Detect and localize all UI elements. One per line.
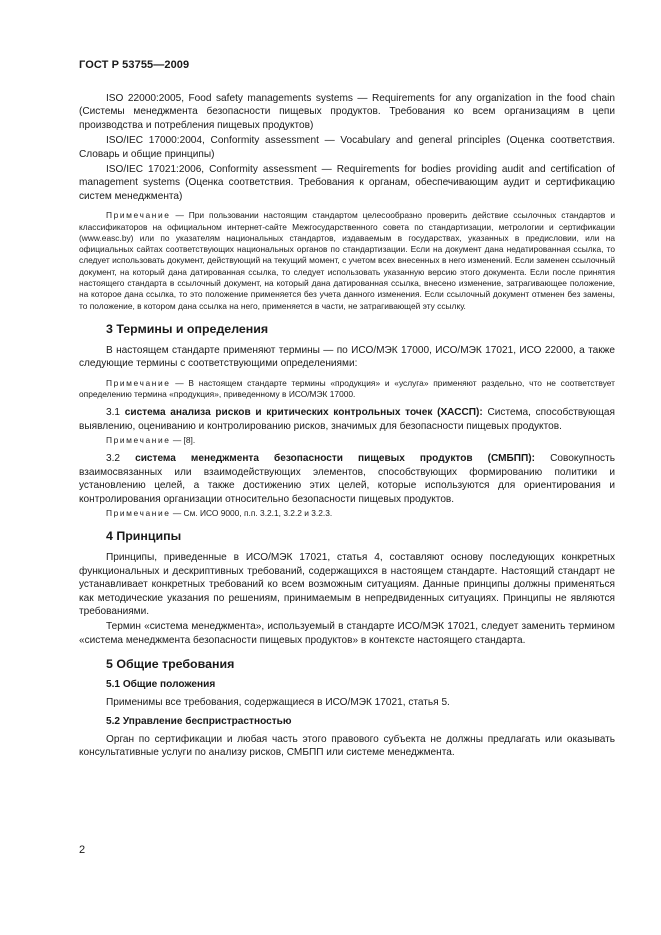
term-title: система анализа рисков и критических контрольных точек (ХАССП): xyxy=(124,407,483,419)
section-3-heading: 3 Термины и определения xyxy=(106,321,269,336)
term-3-2-note xyxy=(79,508,615,519)
section-5-heading: 5 Общие требования xyxy=(106,657,235,672)
reference-iso-iec-17000: ISO/IEC 17000:2004, Conformity assessment — Vocabulary and general principles (Оценка соответствия. Словарь и общие принципы) xyxy=(79,135,615,160)
subsection-5-2-heading: 5.2 Управление беспристрастностью xyxy=(106,715,292,727)
page-content xyxy=(79,92,615,761)
term-3-2 xyxy=(79,452,615,506)
reference-iso-iec-17021: ISO/IEC 17021:2006, Conformity assessment — Requirements for bodies providing audit and certification of management systems (Оценка соответствия. Требования к органам, обеспечивающим аудит и сертификацию систем менеджмента) xyxy=(79,164,615,202)
section-4-paragraph-2: Термин «система менеджмента», используемый в стандарте ИСО/МЭК 17021, следует заменить термином «система менеджмента безопасности пищевых продуктов» в контексте настоящего стандарта. xyxy=(79,621,615,646)
note-label: Примечание xyxy=(106,210,171,221)
page-number: 2 xyxy=(79,844,86,856)
subsection-5-1-heading: 5.1 Общие положения xyxy=(106,679,216,691)
term-3-1 xyxy=(79,406,615,433)
section-4-heading: 4 Принципы xyxy=(106,529,182,544)
reference-iso-22000: ISO 22000:2005, Food safety managements systems — Requirements for any organization in the food chain (Системы менеджмента безопасности пищевых продуктов. Требования ко всем организациям в цепи производства и потребления пищевых продуктов) xyxy=(79,93,615,131)
note-label: Примечание xyxy=(106,377,171,388)
section-3-note xyxy=(79,378,615,401)
note-label: Примечание xyxy=(106,508,171,519)
term-3-1-note xyxy=(79,435,615,446)
note-text: — См. ИСО 9000, п.п. 3.2.1, 3.2.2 и 3.2.3. xyxy=(172,508,333,519)
term-title: система менеджмента безопасности пищевых продуктов (СМБПП): xyxy=(135,453,536,465)
note-text: — При пользовании настоящим стандартом целесообразно проверить действие ссылочных стандартов и классификаторов на официальном интернет-сайте Межгосударственного совета по стандартизации, метрологии и сертификации (www.easc.by) или по указателям национальных стандартов, издаваемым в государствах, указанных в предисловии, или на официальных сайтах соответствующих национальных органов по стандартизации. Если на документ дана недатированная ссылка, то следует использовать документ, действующий на текущий момент, с учетом всех внесенных в него изменений. Если заменен ссылочный документ, на который дана датированная ссылка, то следует использовать указанную версию этого документа. Если после принятия настоящего стандарта в ссылочный документ, на который дана датированная ссылка, внесено изменение, затрагивающее положение, на которое дана ссылка, то это положение применяется без учета данного изменения. Если ссылочный документ отменен без замены, то положение, в котором дана ссылка на него, применяется в части, не затрагивающей эту ссылку. xyxy=(79,210,615,311)
subsection-5-1-text: Применимы все требования, содержащиеся в ИСО/МЭК 17021, статья 5. xyxy=(106,697,450,709)
section-3-intro: В настоящем стандарте применяют термины — по ИСО/МЭК 17000, ИСО/МЭК 17021, ИСО 22000, а также следующие термины с соответствующими определениями: xyxy=(79,344,615,370)
section-4-paragraph-1: Принципы, приведенные в ИСО/МЭК 17021, статья 4, составляют основу последующих конкретных функциональных и дескриптивных требований, содержащихся в настоящем стандарте. Настоящий стандарт не устанавливает конкретных требований ко всем возможным ситуациям. Данные принципы должны применяться как методические указания по решениям, принимаемым в непредвиденных ситуациях. Принципы не являются требованиями. xyxy=(79,552,615,617)
note-text: — [8]. xyxy=(172,435,196,446)
note-references xyxy=(79,210,615,312)
document-code-header: ГОСТ Р 53755—2009 xyxy=(79,59,190,71)
subsection-5-2-text: Орган по сертификации и любая часть этого правового субъекта не должны предлагать или оказывать консультативные услуги по анализу рисков, СМБПП или системе менеджмента. xyxy=(79,733,615,759)
term-definition: Система, способствующая выявлению, оцениванию и контролированию рисков, значимых для безопасности пищевых продуктов. xyxy=(79,407,616,432)
term-definition: Совокупность взаимосвязанных или взаимодействующих элементов, способствующих формированию политики и установлению целей, а также достижению этих целей, которые используются для ориентирования и контролирования организации относительно безопасности пищевых продуктов. xyxy=(79,453,615,505)
note-text: — В настоящем стандарте термины «продукция» и «услуга» применяют раздельно, что не соответствует определению термина «продукция», приведенному в ИСО/МЭК 17000. xyxy=(79,377,616,400)
note-label: Примечание xyxy=(106,435,171,446)
term-number: 3.1 xyxy=(106,407,121,419)
term-number: 3.2 xyxy=(106,453,121,465)
